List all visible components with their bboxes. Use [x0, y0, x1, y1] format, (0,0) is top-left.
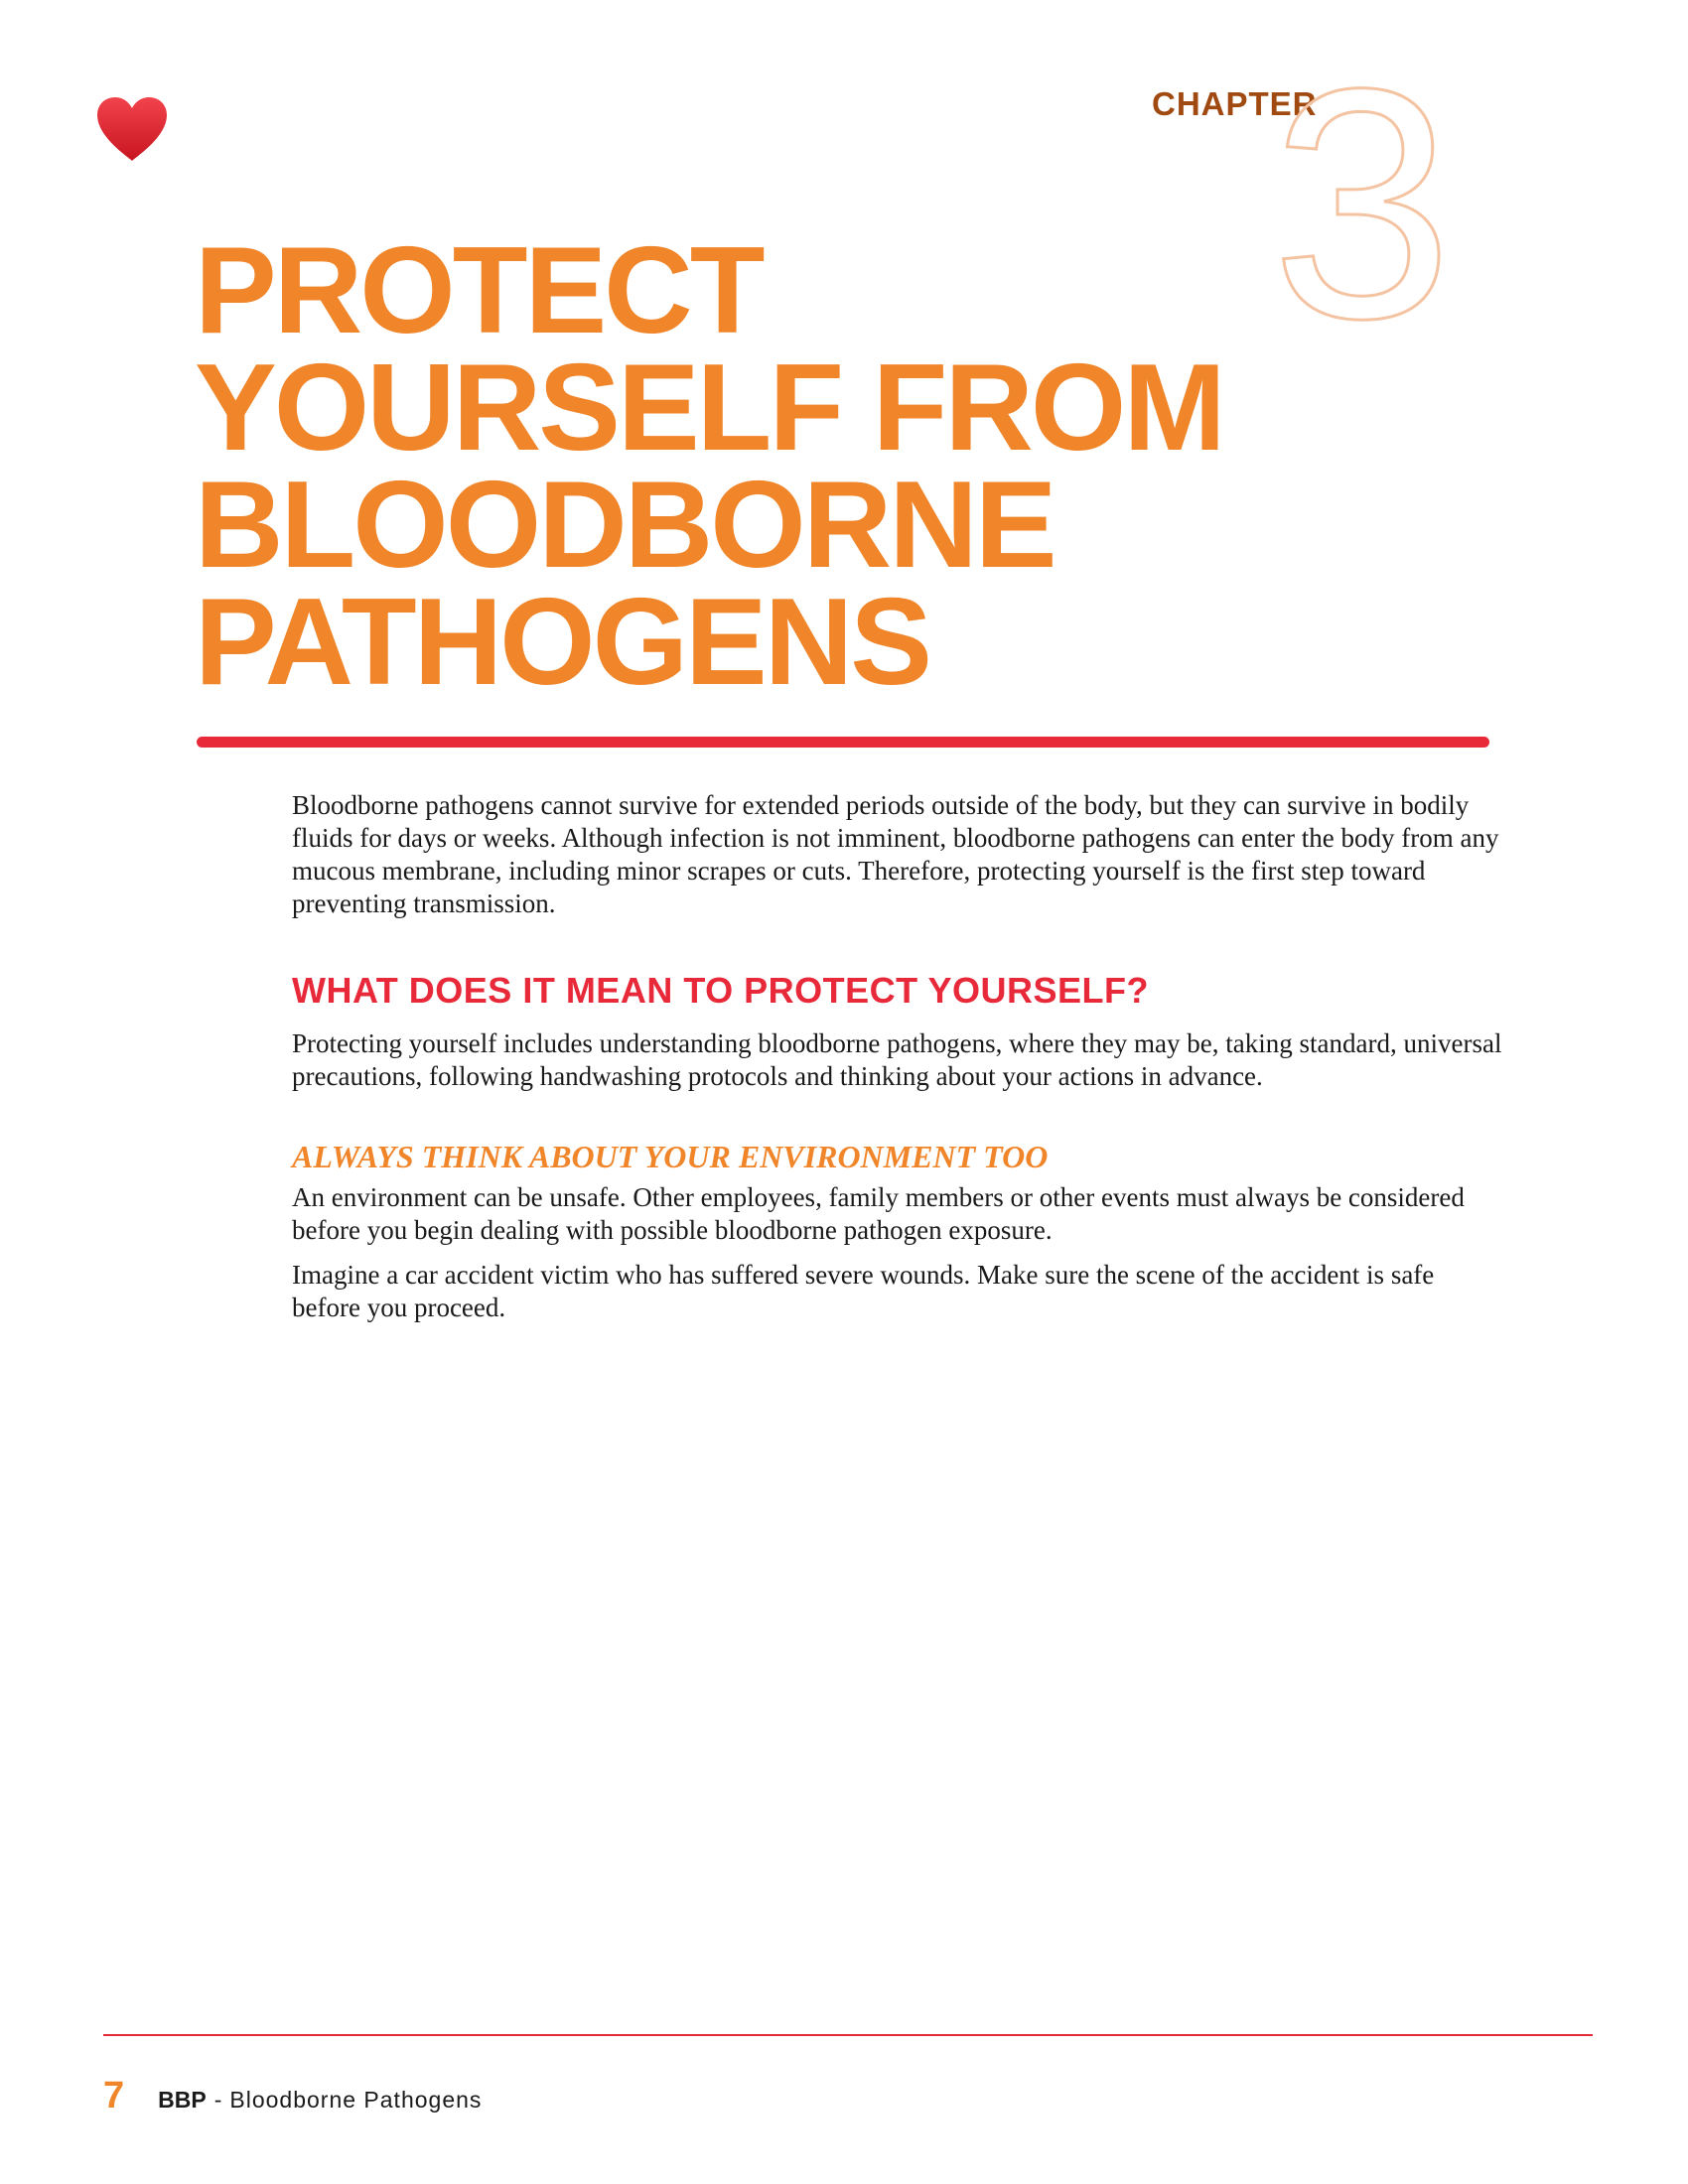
heart-icon: [95, 95, 169, 163]
chapter-label: CHAPTER: [1152, 85, 1318, 122]
page-footer: [103, 2075, 482, 2117]
title-line: BLOODBORNE: [195, 457, 1055, 594]
section-paragraph: An environment can be unsafe. Other employees, family members or other events must always be considered before you begin dealing with possible bloodborne pathogen exposure.: [292, 1182, 1465, 1245]
subsection-heading-environment: ALWAYS THINK ABOUT YOUR ENVIRONMENT TOO: [292, 1139, 1049, 1174]
section-paragraph: Imagine a car accident victim who has suffered severe wounds. Make sure the scene of the accident is safe before you proceed.: [292, 1260, 1435, 1322]
page-number: 7: [103, 2075, 125, 2116]
title-divider: [197, 737, 1489, 748]
footer-title: Bloodborne Pathogens: [229, 2087, 483, 2113]
title-line: PATHOGENS: [195, 574, 930, 711]
section-paragraph: Protecting yourself includes understanding bloodborne pathogens, where they may be, taking standard, universal precautions, following handwashing protocols and thinking about your actions in advance.: [292, 1028, 1502, 1091]
title-line: PROTECT: [195, 222, 763, 359]
chapter-number: 3: [1271, 20, 1454, 386]
title-line: YOURSELF FROM: [195, 340, 1223, 477]
footer-divider: [103, 2034, 1593, 2036]
section-heading-protect: WHAT DOES IT MEAN TO PROTECT YOURSELF?: [292, 970, 1150, 1011]
intro-paragraph: Bloodborne pathogens cannot survive for extended periods outside of the body, but they can survive in bodily fluids for days or weeks. Although infection is not imminent, bloodborne pathogens can enter the body from any mucous membrane, including minor scrapes or cuts. Therefore, protecting yourself is the first step toward preventing transmission.: [292, 790, 1499, 918]
page-title: [195, 222, 1307, 711]
main-content: [292, 789, 1503, 1324]
footer-abbreviation: BBP: [158, 2087, 207, 2113]
footer-separator: -: [213, 2087, 222, 2113]
